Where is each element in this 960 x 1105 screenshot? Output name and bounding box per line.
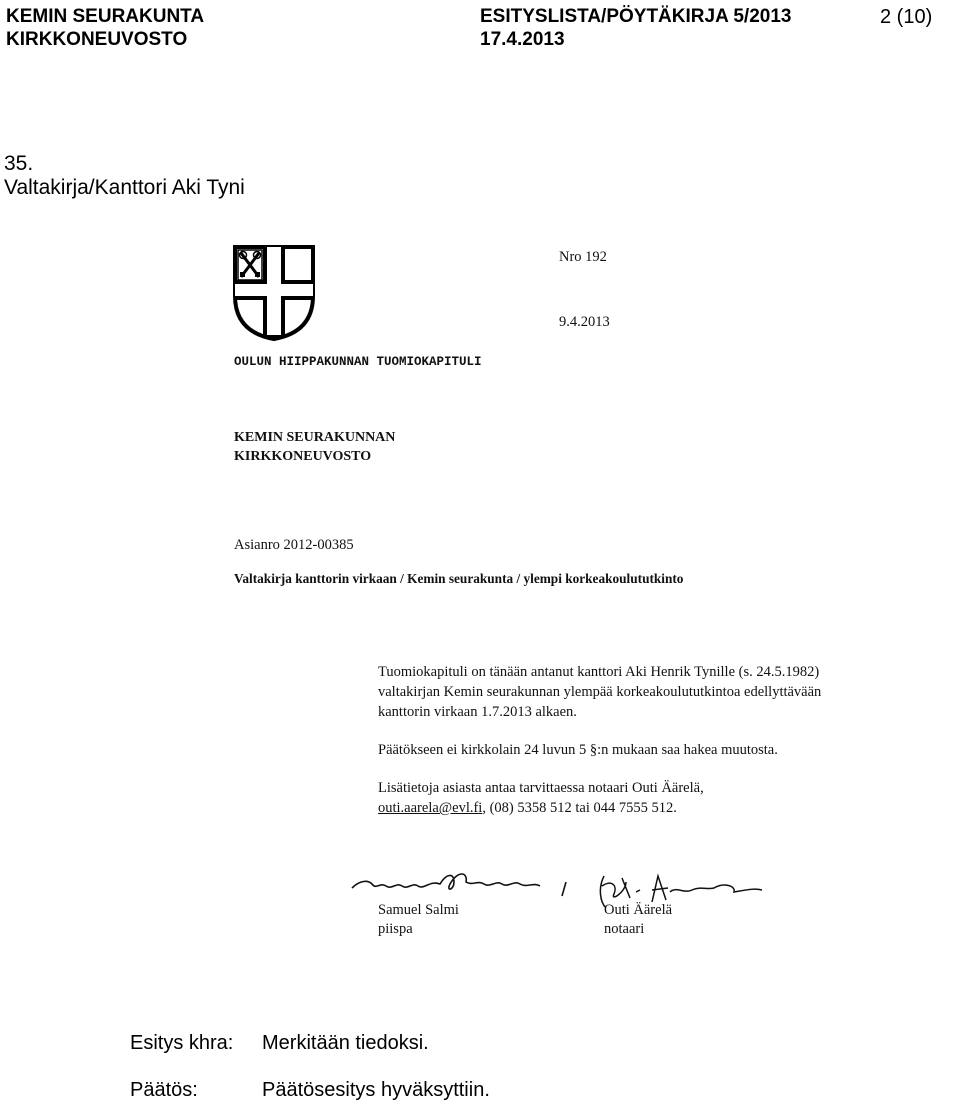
signer2-name: Outi Äärelä: [604, 902, 673, 918]
proposal-text: Merkitään tiedoksi.: [262, 1032, 429, 1054]
contact-text: Lisätietoja asiasta antaa tarvittaessa notaari Outi Äärelä,: [378, 780, 704, 796]
letter-number: Nro 192: [559, 249, 607, 265]
letter-date: 9.4.2013: [559, 314, 610, 330]
contact-phone: , (08) 5358 512 tai 044 7555 512.: [482, 800, 677, 816]
body-paragraph-2: Päätökseen ei kirkkolain 24 luvun 5 §:n mukaan saa hakea muutosta.: [378, 742, 778, 758]
org-unit: KIRKKONEUVOSTO: [6, 29, 188, 50]
org-name: KEMIN SEURAKUNTA: [6, 6, 205, 27]
body-paragraph-3: [378, 778, 828, 818]
letter-issuer: OULUN HIIPPAKUNNAN TUOMIOKAPITULI: [234, 355, 482, 369]
page-number: 2 (10): [880, 6, 933, 28]
proposal-label: Esitys khra:: [130, 1032, 234, 1054]
case-number: Asianro 2012-00385: [234, 537, 354, 553]
item-title: Valtakirja/Kanttori Aki Tyni: [4, 176, 245, 199]
recipient-line1: KEMIN SEURAKUNNAN: [234, 430, 396, 445]
item-number: 35.: [4, 152, 34, 175]
signer1-title: piispa: [378, 921, 413, 937]
letter-subject: Valtakirja kanttorin virkaan / Kemin seurakunta / ylempi korkeakoulututkinto: [234, 571, 684, 586]
meeting-date: 17.4.2013: [480, 29, 565, 50]
letter-body: [378, 662, 828, 836]
signer1-name: Samuel Salmi: [378, 902, 459, 918]
email-link[interactable]: outi.aarela@evl.fi: [378, 800, 483, 816]
decision-text: Päätösesitys hyväksyttiin.: [262, 1079, 490, 1101]
signer2-title: notaari: [604, 921, 645, 937]
coat-of-arms-logo: [232, 244, 316, 342]
decision-label: Päätös:: [130, 1079, 198, 1101]
document-title: ESITYSLISTA/PÖYTÄKIRJA 5/2013: [480, 6, 792, 27]
body-paragraph-1: Tuomiokapituli on tänään antanut kanttori Aki Henrik Tynille (s. 24.5.1982) valtakirjan Kemin seurakunnan ylempää korkeakoulututkintoa edellyttävään kanttorin virkaan 1.7.2013 alkaen.: [378, 664, 822, 720]
recipient-line2: KIRKKONEUVOSTO: [234, 449, 372, 464]
